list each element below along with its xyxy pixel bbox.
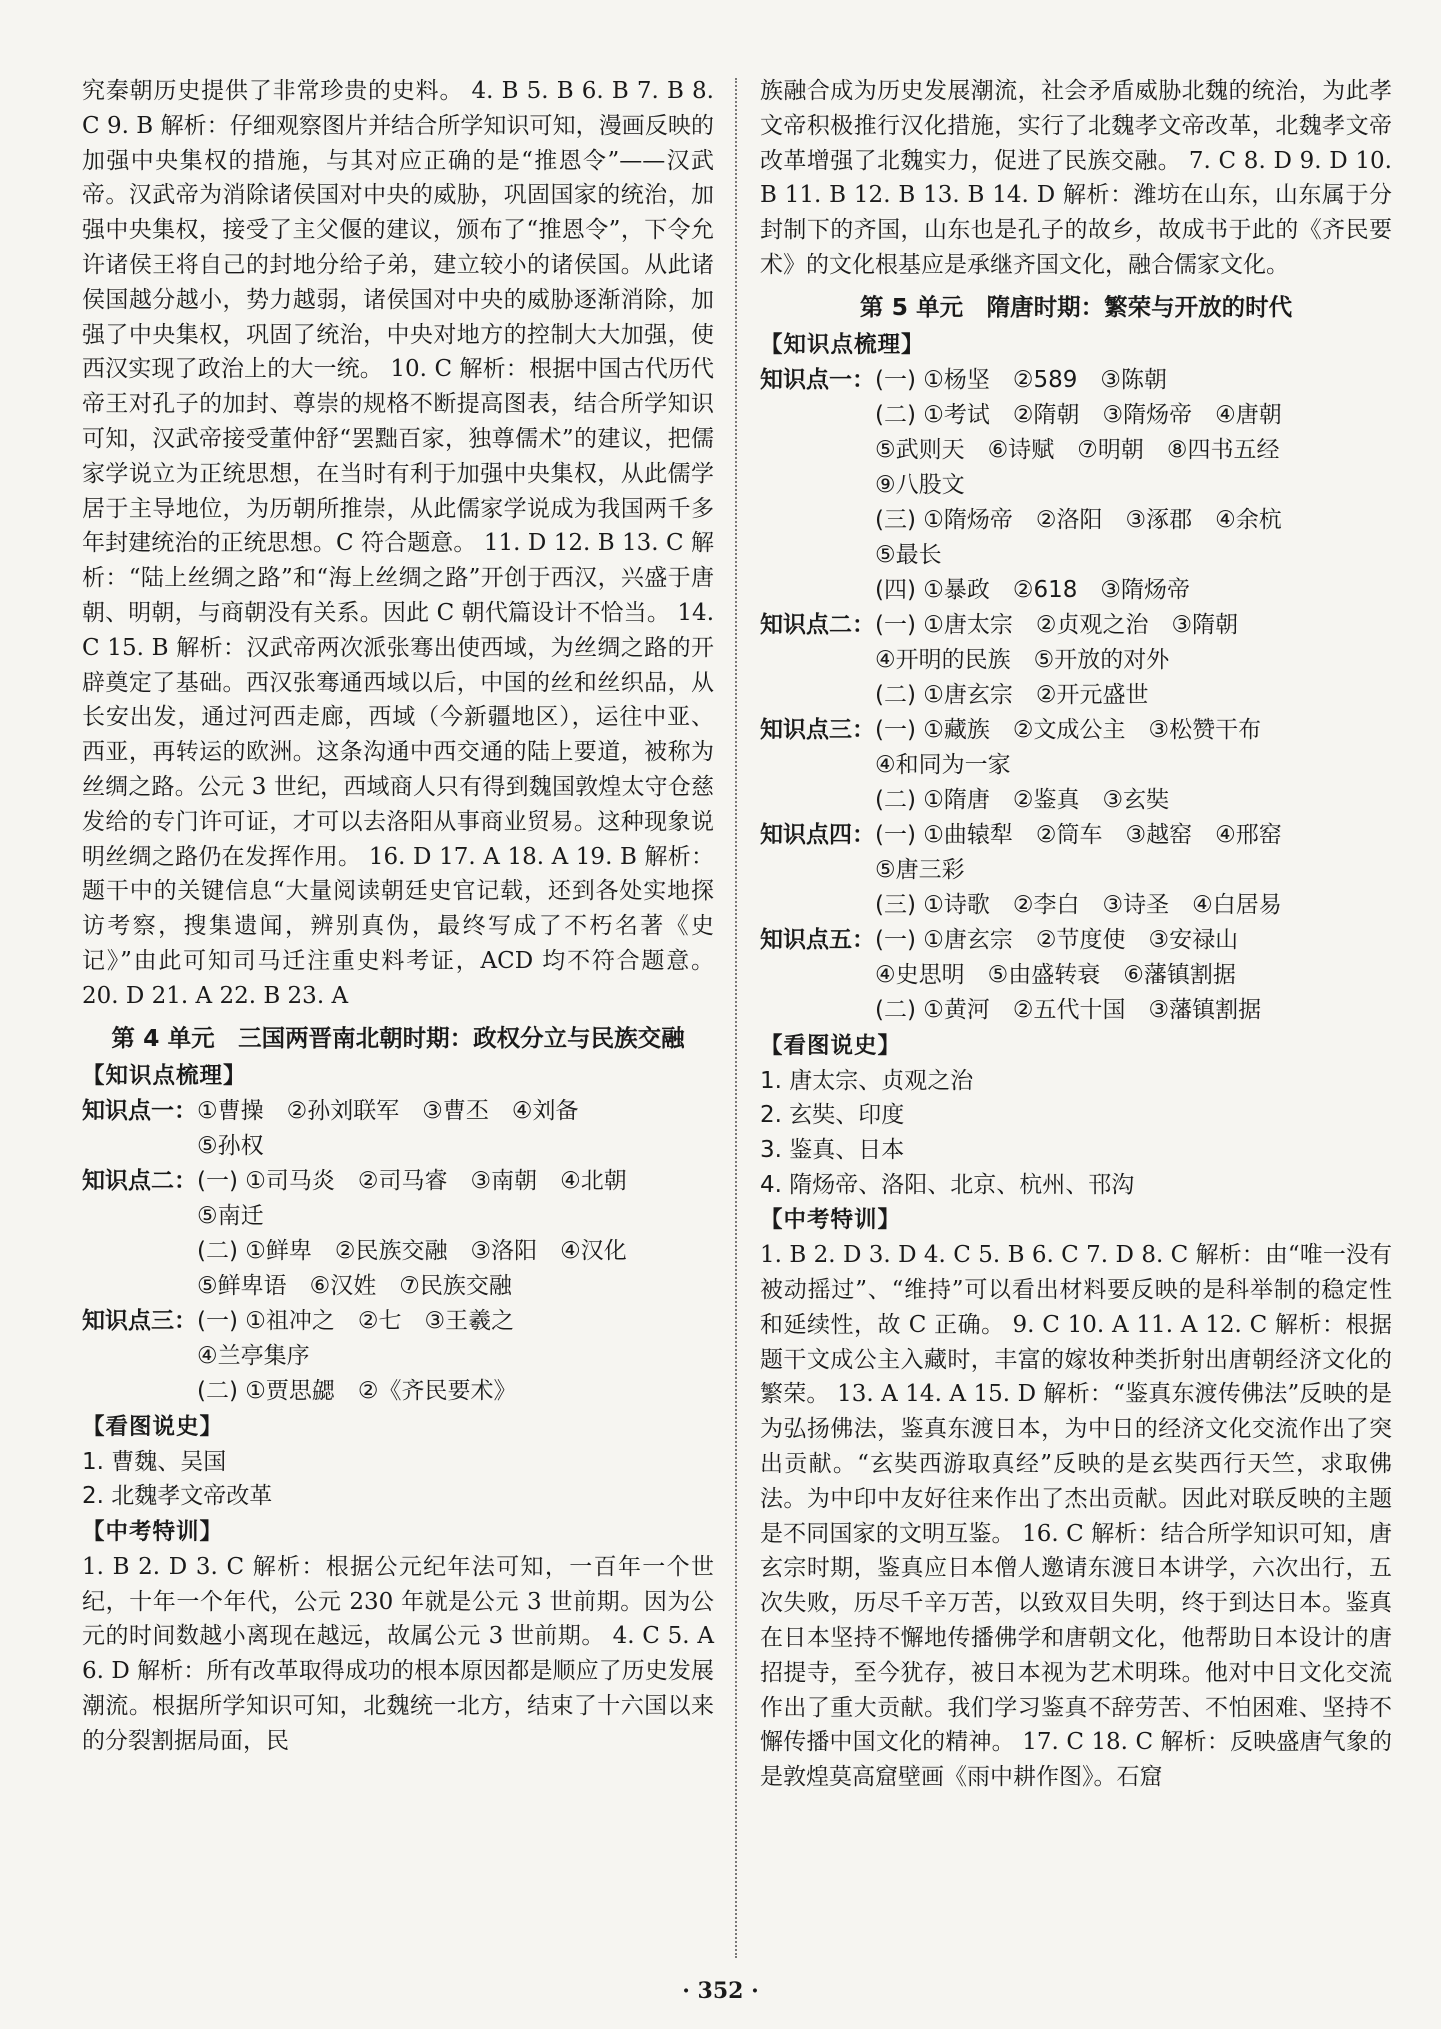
kp-line: (一) ①司马炎 ②司马睿 ③南朝 ④北朝 xyxy=(197,1167,627,1194)
kp-label: 知识点二： xyxy=(760,611,875,638)
kp-line: ④兰亭集序 xyxy=(197,1342,310,1369)
knowledge-heading: 【知识点梳理】 xyxy=(82,1062,247,1089)
kp-line: (四) ①暴政 ②618 ③隋炀帝 xyxy=(875,576,1191,603)
kp-line: (二) ①隋唐 ②鉴真 ③玄奘 xyxy=(875,786,1170,813)
exam-answer-paragraph: 1. B 2. D 3. D 4. C 5. B 6. C 7. D 8. C 解析：由“唯一没有被动摇过”、“维持”可以看出材料要反映的是科举制的稳定性和延续性，故 C 正确。 9. C 10. A 11. A 12. C 解析：根据题干文成公主入藏时，丰富的嫁妆种类折射出唐朝经济文化的繁荣。 13. A 14. A 15. D 解析：“鉴真东渡传佛法”反映的是为弘扬佛法，鉴真东渡日本，为中日的经济文化交流作出了突出贡献。“玄奘西游取真经”反映的是玄奘西行天竺，求取佛法。为中印中友好往来作出了杰出贡献。因此对联反映的主题是不同国家的文明互鉴。 16. C 解析：结合所学知识可知，唐玄宗时期，鉴真应日本僧人邀请东渡日本讲学，六次出行，五次失败，历尽千辛万苦，以致双目失明，终于到达日本。鉴真在日本坚持不懈地传播佛学和唐朝文化，他帮助日本设计的唐招提寺，至今犹存，被日本视为艺术明珠。他对中日文化交流作出了重大贡献。我们学习鉴真不辞劳苦、不怕困难、坚持不懈传播中国文化的精神。 17. C 18. C 解析：反映盛唐气象的是敦煌莫高窟壁画《雨中耕作图》。石窟 xyxy=(760,1242,1392,1791)
kp-label: 知识点二： xyxy=(82,1167,197,1194)
kp-line: (二) ①贾思勰 ②《齐民要术》 xyxy=(197,1377,517,1404)
kp-line: (二) ①黄河 ②五代十国 ③藩镇割据 xyxy=(875,996,1262,1023)
kp-line: ⑤鲜卑语 ⑥汉姓 ⑦民族交融 xyxy=(197,1272,512,1299)
list-item: 2. 北魏孝文帝改革 xyxy=(82,1483,273,1510)
unit-4-title: 第 4 单元 三国两晋南北朝时期：政权分立与民族交融 xyxy=(111,1023,685,1052)
kp-line: ⑨八股文 xyxy=(875,471,965,498)
knowledge-point-3 xyxy=(760,713,1392,818)
kp-line: ⑤孙权 xyxy=(197,1132,264,1159)
picture-history-heading: 【看图说史】 xyxy=(760,1032,902,1059)
kp-line: (一) ①祖冲之 ②七 ③王羲之 xyxy=(197,1307,515,1334)
answer-paragraph: 族融合成为历史发展潮流，社会矛盾威胁北魏的统治，为此孝文帝积极推行汉化措施，实行了北魏孝文帝改革，北魏孝文帝改革增强了北魏实力，促进了民族交融。 7. C 8. D 9. D 10. B 11. B 12. B 13. B 14. D 解析：潍坊在山东，山东属于分封制下的齐国，山东也是孔子的故乡，故成书于此的《齐民要术》的文化根基应是承继齐国文化，融合儒家文化。 xyxy=(760,78,1392,278)
kp-line: (一) ①曲辕犁 ②筒车 ③越窑 ④邢窑 xyxy=(875,821,1282,848)
knowledge-point-2 xyxy=(760,608,1392,713)
left-column xyxy=(82,74,714,1758)
kp-line: ⑤唐三彩 xyxy=(875,856,965,883)
list-item: 1. 唐太宗、贞观之治 xyxy=(760,1067,974,1094)
list-item: 1. 曹魏、吴国 xyxy=(82,1448,227,1475)
right-column xyxy=(760,74,1392,1795)
knowledge-point-5 xyxy=(760,923,1392,1028)
column-divider xyxy=(735,78,737,1958)
exam-training-heading: 【中考特训】 xyxy=(82,1518,224,1545)
kp-line: ①曹操 ②孙刘联军 ③曹丕 ④刘备 xyxy=(197,1097,579,1124)
kp-label: 知识点三： xyxy=(760,716,875,743)
unit-5-title: 第 5 单元 隋唐时期：繁荣与开放的时代 xyxy=(859,292,1293,321)
exam-answer-paragraph: 1. B 2. D 3. C 解析：根据公元纪年法可知，一百年一个世纪，十年一个年代，公元 230 年就是公元 3 世前期。因为公元的时间数越小离现在越远，故属公元 3 世前期。 4. C 5. A 6. D 解析：所有改革取得成功的根本原因都是顺应了历史发展潮流。根据所学知识可知，北魏统一北方，结束了十六国以来的分裂割据局面，民 xyxy=(82,1553,714,1754)
answer-paragraph: 究秦朝历史提供了非常珍贵的史料。 4. B 5. B 6. B 7. B 8. C 9. B 解析：仔细观察图片并结合所学知识可知，漫画反映的加强中央集权的措施，与其对应正确的是“推恩令”——汉武帝。汉武帝为消除诸侯国对中央的威胁，巩固国家的统治，加强中央集权，接受了主父偃的建议，颁布了“推恩令”，下令允许诸侯王将自己的封地分给子弟，建立较小的诸侯国。从此诸侯国越分越小，势力越弱，诸侯国对中央的威胁逐渐消除，加强了中央集权，巩固了统治，中央对地方的控制大大加强，使西汉实现了政治上的大一统。 10. C 解析：根据中国古代历代帝王对孔子的加封、尊崇的规格不断提高图表，结合所学知识可知，汉武帝接受董仲舒“罢黜百家，独尊儒术”的建议，把儒家学说立为正统思想，在当时有利于加强中央集权，从此儒学居于主导地位，为历朝所推崇，从此儒家学说成为我国两千多年封建统治的正统思想。C 符合题意。 11. D 12. B 13. C 解析：“陆上丝绸之路”和“海上丝绸之路”开创于西汉，兴盛于唐朝、明朝，与商朝没有关系。因此 C 朝代篇设计不恰当。 14. C 15. B 解析：汉武帝两次派张骞出使西域，为丝绸之路的开辟奠定了基础。西汉张骞通西域以后，中国的丝和丝织品，从长安出发，通过河西走廊，西域（今新疆地区），运往中亚、西亚，再转运的欧洲。这条沟通中西交通的陆上要道，被称为丝绸之路。公元 3 世纪，西域商人只有得到魏国敦煌太守仓慈发给的专门许可证，才可以去洛阳从事商业贸易。这种现象说明丝绸之路仍在发挥作用。 16. D 17. A 18. A 19. B 解析：题干中的关键信息“大量阅读朝廷史官记载，还到各处实地探访考察，搜集遗闻，辨别真伪，最终写成了不朽名著《史记》”由此可知司马迁注重史料考证，ACD 均不符合题意。 20. D 21. A 22. B 23. A xyxy=(82,78,714,1009)
kp-label: 知识点四： xyxy=(760,821,875,848)
kp-line: (一) ①唐玄宗 ②节度使 ③安禄山 xyxy=(875,926,1239,953)
knowledge-point-2 xyxy=(82,1164,714,1304)
kp-line: ⑤南迁 xyxy=(197,1202,264,1229)
kp-line: ⑤武则天 ⑥诗赋 ⑦明朝 ⑧四书五经 xyxy=(875,436,1280,463)
list-item: 2. 玄奘、印度 xyxy=(760,1102,905,1129)
kp-line: (二) ①考试 ②隋朝 ③隋炀帝 ④唐朝 xyxy=(875,401,1282,428)
knowledge-point-4 xyxy=(760,818,1392,923)
picture-history-heading: 【看图说史】 xyxy=(82,1413,224,1440)
page-number: · 352 · xyxy=(682,1978,759,2004)
kp-line: (二) ①鲜卑 ②民族交融 ③洛阳 ④汉化 xyxy=(197,1237,627,1264)
kp-label: 知识点五： xyxy=(760,926,875,953)
kp-label: 知识点三： xyxy=(82,1307,197,1334)
kp-line: ④和同为一家 xyxy=(875,751,1011,778)
kp-line: ④史思明 ⑤由盛转衰 ⑥藩镇割据 xyxy=(875,961,1236,988)
list-item: 4. 隋炀帝、洛阳、北京、杭州、邗沟 xyxy=(760,1171,1135,1198)
kp-label: 知识点一： xyxy=(82,1097,197,1124)
kp-label: 知识点一： xyxy=(760,366,875,393)
kp-line: (一) ①杨坚 ②589 ③陈朝 xyxy=(875,366,1168,393)
knowledge-point-1 xyxy=(82,1094,714,1164)
kp-line: (三) ①诗歌 ②李白 ③诗圣 ④白居易 xyxy=(875,891,1282,918)
kp-line: (一) ①藏族 ②文成公主 ③松赞干布 xyxy=(875,716,1262,743)
knowledge-point-3 xyxy=(82,1304,714,1409)
kp-line: (一) ①唐太宗 ②贞观之治 ③隋朝 xyxy=(875,611,1239,638)
exam-training-heading: 【中考特训】 xyxy=(760,1207,902,1234)
kp-line: ⑤最长 xyxy=(875,541,942,568)
kp-line: ④开明的民族 ⑤开放的对外 xyxy=(875,646,1170,673)
knowledge-point-1 xyxy=(760,363,1392,608)
kp-line: (二) ①唐玄宗 ②开元盛世 xyxy=(875,681,1149,708)
list-item: 3. 鉴真、日本 xyxy=(760,1136,905,1163)
knowledge-heading: 【知识点梳理】 xyxy=(760,331,925,358)
kp-line: (三) ①隋炀帝 ②洛阳 ③涿郡 ④余杭 xyxy=(875,506,1282,533)
